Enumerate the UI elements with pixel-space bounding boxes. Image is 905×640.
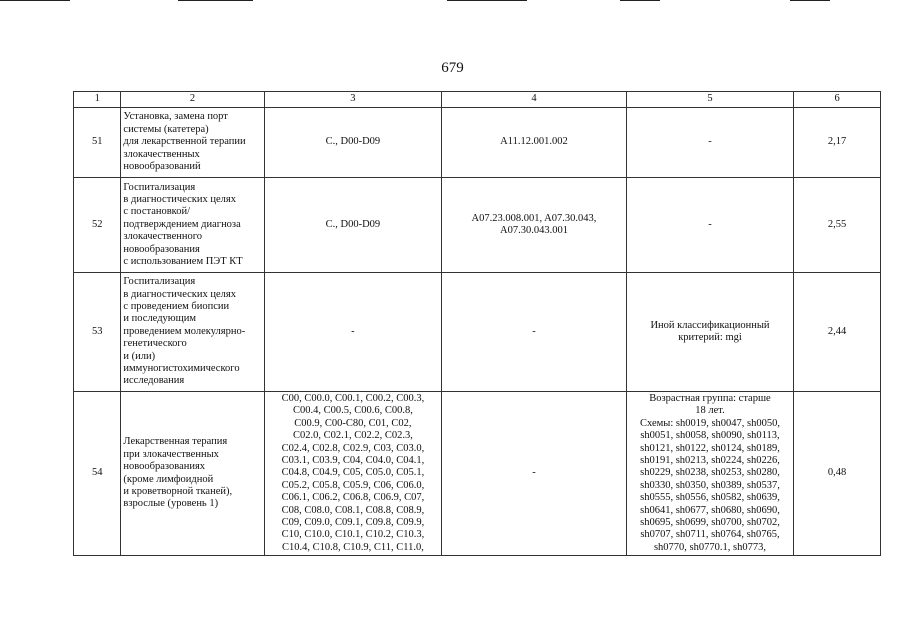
other-criteria: Возрастная группа: старше 18 лет. Схемы: sh0019, sh0047, sh0050, sh0051, sh0058, sh0090, sh0113, sh0121, sh0122, sh0124, sh0189, sh0191, sh0213, sh0224, sh0226, sh0229, sh0238, sh0253, sh0280, sh0330, sh0350, sh0389, sh0537, sh0555, sh0556, sh0582, sh0639, sh0641, sh0677, sh0680, sh0690, sh0695, sh0699, sh0700, sh0702, sh0707, sh0711, sh0764, sh0765, sh0770, sh0770.1, sh0773, xyxy=(626,392,793,556)
row-number: 52 xyxy=(74,178,121,273)
row-number: 51 xyxy=(74,108,121,178)
service-codes: - xyxy=(442,392,627,556)
row-number: 54 xyxy=(74,392,121,556)
column-header: 4 xyxy=(442,92,627,108)
coefficient: 2,55 xyxy=(794,178,881,273)
column-header: 1 xyxy=(74,92,121,108)
group-name: Лекарственная терапия при злокачественных новообразованиях (кроме лимфоидной и кроветворной тканей), взрослые (уровень 1) xyxy=(121,392,264,556)
tariff-table xyxy=(73,91,881,556)
service-codes: - xyxy=(442,273,627,392)
row-number: 53 xyxy=(74,273,121,392)
diagnosis-codes: C., D00-D09 xyxy=(264,178,442,273)
other-criteria: - xyxy=(626,178,793,273)
diagnosis-codes: - xyxy=(264,273,442,392)
column-header: 5 xyxy=(626,92,793,108)
scan-edge-line xyxy=(447,0,527,1)
coefficient: 2,17 xyxy=(794,108,881,178)
table-row xyxy=(74,108,881,178)
group-name: Госпитализация в диагностических целях с постановкой/ подтверждением диагноза злокачественного новообразования с использованием ПЭТ КТ xyxy=(121,178,264,273)
table-header-row xyxy=(74,92,881,108)
service-codes: A11.12.001.002 xyxy=(442,108,627,178)
column-header: 6 xyxy=(794,92,881,108)
scan-edge-line xyxy=(178,0,253,1)
column-header: 2 xyxy=(121,92,264,108)
coefficient: 0,48 xyxy=(794,392,881,556)
other-criteria: Иной классификационный критерий: mgi xyxy=(626,273,793,392)
coefficient: 2,44 xyxy=(794,273,881,392)
group-name: Установка, замена порт системы (катетера) для лекарственной терапии злокачественных новообразований xyxy=(121,108,264,178)
scan-edge-line xyxy=(0,0,70,1)
table-row xyxy=(74,273,881,392)
scan-edge-line xyxy=(790,0,830,1)
column-header: 3 xyxy=(264,92,442,108)
page-number: 679 xyxy=(441,60,464,76)
group-name: Госпитализация в диагностических целях с проведением биопсии и последующим проведением молекулярно- генетического и (или) иммуногистохимического исследования xyxy=(121,273,264,392)
diagnosis-codes: C., D00-D09 xyxy=(264,108,442,178)
service-codes: A07.23.008.001, A07.30.043, A07.30.043.001 xyxy=(442,178,627,273)
diagnosis-codes: C00, C00.0, C00.1, C00.2, C00.3, C00.4, C00.5, C00.6, C00.8, C00.9, C00-C80, C01, C02, C02.0, C02.1, C02.2, C02.3, C02.4, C02.8, C02.9, C03, C03.0, C03.1, C03.9, C04, C04.0, C04.1, C04.8, C04.9, C05, C05.0, C05.1, C05.2, C05.8, C05.9, C06, C06.0, C06.1, C06.2, C06.8, C06.9, C07, C08, C08.0, C08.1, C08.8, C08.9, C09, C09.0, C09.1, C09.8, C09.9, C10, C10.0, C10.1, C10.2, C10.3, C10.4, C10.8, C10.9, C11, C11.0, xyxy=(264,392,442,556)
table-row xyxy=(74,392,881,556)
table-row xyxy=(74,178,881,273)
scan-edge-line xyxy=(620,0,660,1)
other-criteria: - xyxy=(626,108,793,178)
